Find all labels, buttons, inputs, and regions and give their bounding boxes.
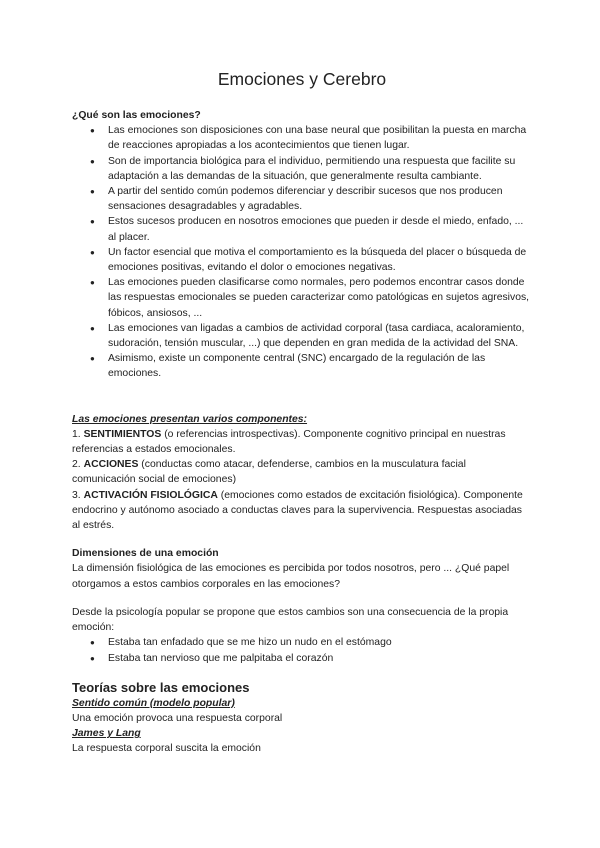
paragraph: La respuesta corporal suscita la emoción	[72, 743, 261, 755]
component-number: 3.	[72, 489, 84, 501]
section-heading-componentes: Las emociones presentan varios componentes:	[72, 413, 308, 425]
component-number: 1.	[72, 428, 84, 440]
section-heading-que-son: ¿Qué son las emociones?	[72, 110, 201, 121]
component-text: (conductas como atacar, defenderse, cambios en la musculatura facial comunicación social de emociones)	[72, 459, 466, 486]
component-term: SENTIMIENTOS	[83, 428, 162, 440]
list-item: ● Son de importancia biológica para el individuo, permitiendo una respuesta que facilite su adaptación a las demandas de la situación, que generalmente resulta cambiante.	[108, 154, 532, 184]
list-item: ● Estos sucesos producen en nosotros emociones que pueden ir desde el miedo, enfado, ... al placer.	[108, 214, 532, 244]
component-text: (o referencias introspectivas). Componente cognitivo principal en nuestras referencias a estados emocionales.	[72, 428, 506, 456]
component-item	[72, 427, 532, 457]
subheading-sentido-comun: Sentido común (modelo popular)	[72, 697, 235, 709]
document-page	[72, 68, 532, 757]
document-title: Emociones y Cerebro	[217, 69, 387, 89]
paragraph: Una emoción provoca una respuesta corporal	[72, 712, 283, 724]
component-number: 2.	[72, 459, 84, 471]
paragraph: La dimensión fisiológica de las emociones es percibida por todos nosotros, pero ... ¿Qué papel otorgamos a estos cambios corporales en las emociones?	[72, 563, 510, 590]
list-item: ● Estaba tan enfadado que se me hizo un nudo en el estómago	[108, 635, 532, 650]
section-heading-dimensiones: Dimensiones de una emoción	[72, 548, 219, 560]
component-item	[72, 457, 532, 487]
list-item: ● Asimismo, existe un componente central (SNC) encargado de la regulación de las emociones.	[108, 351, 532, 381]
subheading-james-lang: James y Lang	[72, 728, 141, 740]
list-item: ● Las emociones pueden clasificarse como normales, pero podemos encontrar casos donde las respuestas emocionales se pueden caracterizar como patológicas en sujetos agresivos, fóbicos, ansiosos, ...	[108, 275, 532, 321]
component-item	[72, 488, 532, 534]
list-item: ● Las emociones son disposiciones con una base neural que posibilitan la puesta en marcha de reacciones apropiadas a los acontecimientos que tienen lugar.	[108, 123, 532, 153]
section-heading-teorias: Teorías sobre las emociones	[72, 679, 250, 695]
component-term: ACCIONES	[83, 459, 139, 471]
paragraph: Desde la psicología popular se propone que estos cambios son una consecuencia de la propia emoción:	[72, 606, 509, 634]
list-item: ● Estaba tan nervioso que me palpitaba el corazón	[108, 651, 532, 666]
component-text: (emociones como estados de excitación fisiológica). Componente endocrino y autónomo asociado a conductas claves para la supervivencia. Respuestas asociadas al estrés.	[72, 489, 523, 532]
examples-bullet-list	[72, 635, 532, 665]
emociones-bullet-list	[72, 123, 532, 381]
component-term: ACTIVACIÓN FISIOLÓGICA	[83, 489, 218, 501]
list-item: ● Las emociones van ligadas a cambios de actividad corporal (tasa cardiaca, acaloramiento, sudoración, tensión muscular, ...) que dependen en gran medida de la actividad del SNA.	[108, 321, 532, 351]
list-item: ● Un factor esencial que motiva el comportamiento es la búsqueda del placer o búsqueda de emociones positivas, evitando el dolor o emociones negativas.	[108, 245, 532, 275]
list-item: ● A partir del sentido común podemos diferenciar y describir sucesos que nos producen sensaciones desagradables y agradables.	[108, 184, 532, 214]
